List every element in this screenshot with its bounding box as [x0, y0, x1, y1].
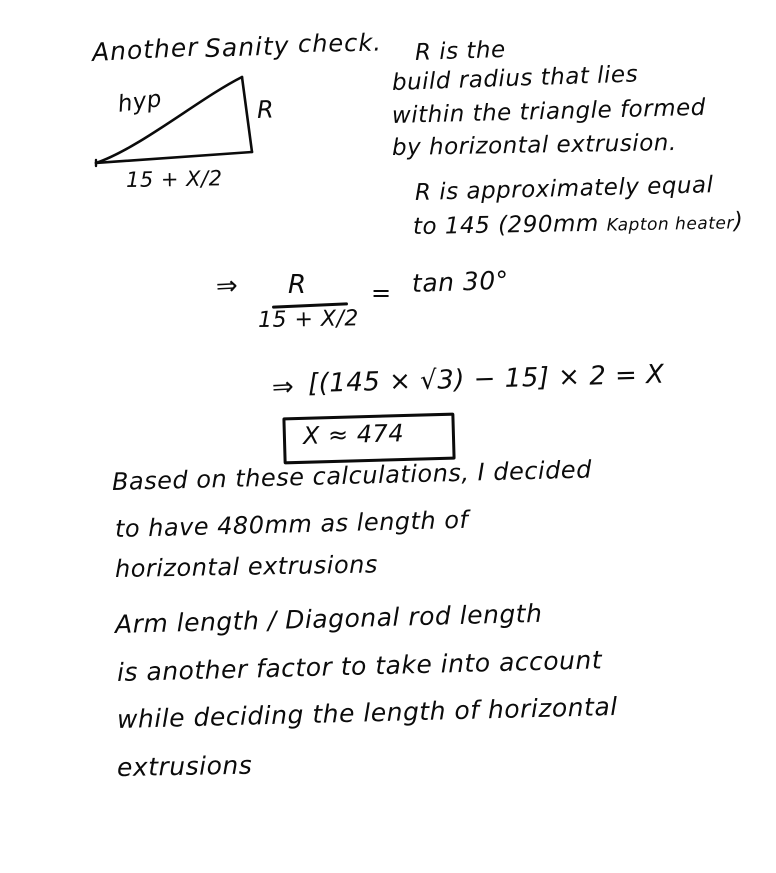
- equation-1-denominator: 15 + X/2: [257, 306, 360, 333]
- equation-1-arrow: ⇒: [215, 270, 240, 302]
- equation-1-equals-sign: =: [371, 279, 392, 307]
- equation-2-arrow: ⇒: [271, 371, 296, 403]
- triangle-label-base: 15 + X/2: [125, 166, 223, 192]
- equation-1-numerator: R: [288, 270, 307, 300]
- description-line-6-prefix: to 145 (290mm: [412, 210, 607, 240]
- result-boxed-value: X ≈ 474: [302, 419, 405, 450]
- paragraph-2-line-3: while deciding the length of horizontal: [116, 691, 618, 734]
- description-line-2: build radius that lies: [391, 61, 639, 96]
- description-line-6: [413, 210, 744, 239]
- paragraph-1-line-2: to have 480mm as length of: [114, 505, 469, 543]
- triangle-label-radius: R: [256, 95, 275, 124]
- equation-2-expression: [(145 × √3) − 15] × 2 = X: [307, 359, 665, 399]
- paragraph-1-line-1: Based on these calculations, I decided: [111, 455, 593, 496]
- title-word-another: Another: [91, 32, 200, 67]
- description-line-1: R is the: [414, 36, 507, 66]
- paragraph-2-line-1: Arm length / Diagonal rod length: [114, 598, 543, 639]
- triangle-label-hypotenuse: hyp: [116, 85, 164, 118]
- description-line-3: within the triangle formed: [391, 94, 707, 129]
- equation-1-right-side: tan 30°: [411, 265, 510, 298]
- description-line-5: R is approximately equal: [414, 172, 714, 206]
- description-line-6-annotation: Kapton heater: [606, 213, 735, 236]
- title-word-sanity: Sanity: [204, 31, 291, 63]
- description-line-6-suffix: ): [733, 208, 744, 235]
- paragraph-1-line-3: horizontal extrusions: [114, 550, 379, 583]
- title-word-check: check.: [297, 28, 383, 58]
- description-line-4: by horizontal extrusion.: [391, 130, 677, 161]
- paragraph-2-line-4: extrusions: [116, 750, 253, 782]
- paragraph-2-line-2: is another factor to take into account: [116, 645, 603, 687]
